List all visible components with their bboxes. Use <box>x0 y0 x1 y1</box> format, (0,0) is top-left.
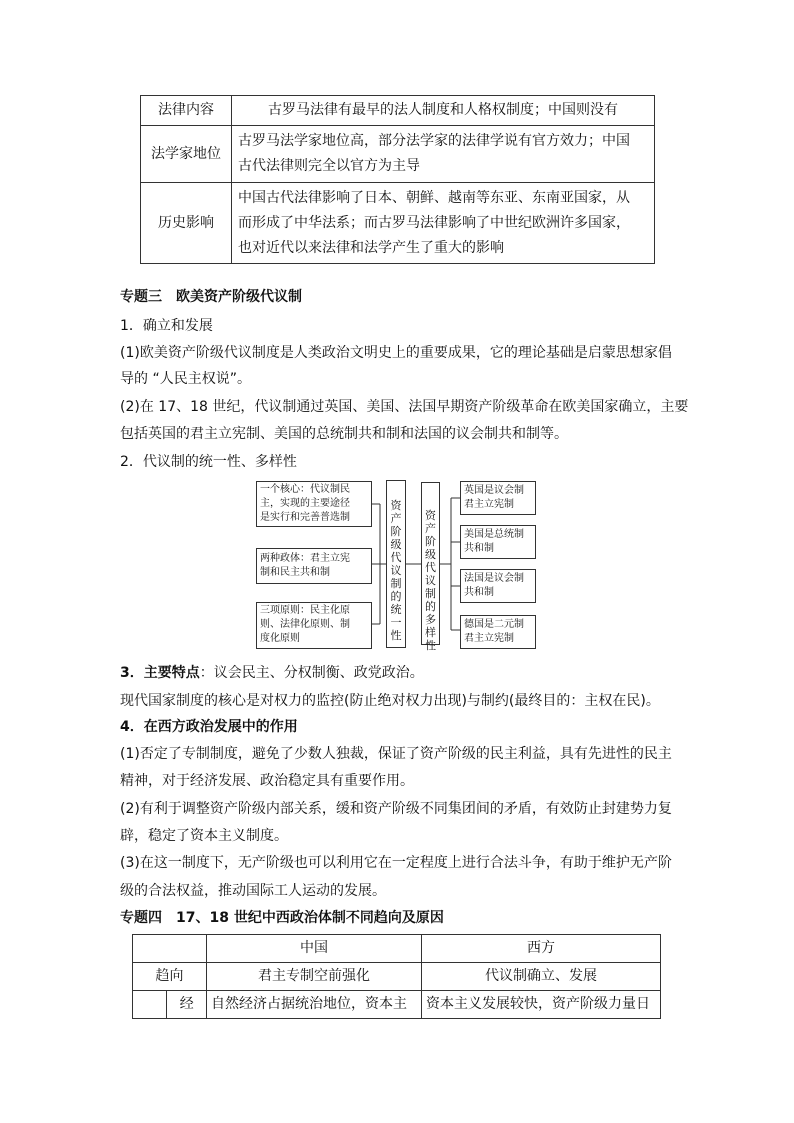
paragraph-line: 精神，对于经济发展、政治稳定具有重要作用。 <box>120 773 414 789</box>
table-cell: 自然经济占据统治地位，资本主 <box>207 991 422 1019</box>
paragraph-line: (2)在 17、18 世纪，代议制通过英国、美国、法国早期资产阶级革命在欧美国家确立，主要 <box>120 399 689 415</box>
table-row <box>133 991 661 1019</box>
box-line: 主，实现的主要途径 <box>260 498 350 509</box>
representative-system-diagram <box>254 478 544 653</box>
subsection-title: 2．代议制的统一性、多样性 <box>120 454 297 470</box>
paragraph-line: (2)有利于调整资产阶级内部关系，缓和资产阶级不同集团间的矛盾，有效防止封建势力复 <box>120 801 672 817</box>
right-box-usa <box>460 525 536 559</box>
box-line: 制和民主共和制 <box>260 567 330 578</box>
center-box-unity <box>386 480 406 648</box>
paragraph-line: 辟，稳定了资本主义制度。 <box>120 828 288 844</box>
row-key: 历史影响 <box>141 183 232 264</box>
center-box-text: 资产阶级代议制的统一性 <box>390 499 402 642</box>
cell-line: 也对近代以来法律和法学产生了重大的影响 <box>238 239 504 256</box>
row-value <box>232 96 655 126</box>
left-box-core <box>256 481 372 527</box>
right-box-france <box>460 569 536 603</box>
subsection-title: 3．主要特点 <box>120 665 200 681</box>
subsection-title: 1．确立和发展 <box>120 318 213 334</box>
table-row <box>141 183 655 264</box>
cell-line: 古代法律则完全以官方为主导 <box>238 158 420 174</box>
subsection-title: 4．在西方政治发展中的作用 <box>120 719 298 735</box>
comparison-table <box>140 95 655 264</box>
row-key: 法学家地位 <box>141 126 232 183</box>
cell-line: 古罗马法律有最早的法人制度和人格权制度；中国则没有 <box>268 102 618 118</box>
paragraph-line: (3)在这一制度下，无产阶级也可以利用它在一定程度上进行合法斗争，有助于维护无产阶 <box>120 855 672 871</box>
row-value <box>232 183 655 264</box>
table-corner-cell <box>133 935 207 963</box>
table-cell: 资本主义发展较快，资产阶级力量日 <box>422 991 661 1019</box>
paragraph-line <box>120 662 424 682</box>
section-heading: 专题三 欧美资产阶级代议制 <box>120 289 302 305</box>
table-row <box>141 96 655 126</box>
box-line: 美国是总统制 <box>464 529 524 540</box>
left-box-polity <box>256 548 372 584</box>
row-label: 趋向 <box>133 963 207 991</box>
paragraph-line: 级的合法权益，推动国际工人运动的发展。 <box>120 883 386 899</box>
paragraph-line: (1)否定了专制制度，避免了少数人独裁，保证了资产阶级的民主利益，具有先进性的民主 <box>120 746 672 762</box>
box-line: 共和制 <box>464 587 494 598</box>
table-row <box>133 963 661 991</box>
right-box-britain <box>460 481 536 515</box>
table-row <box>141 126 655 183</box>
box-line: 法国是议会制 <box>464 573 524 584</box>
paragraph-line: 现代国家制度的核心是对权力的监控(防止绝对权力出现)与制约(最终目的：主权在民)。 <box>120 693 660 709</box>
center-box-text: 资产阶级代议制的多样性 <box>425 509 436 652</box>
paragraph-line: 包括英国的君主立宪制、美国的总统制共和制和法国的议会制共和制等。 <box>120 426 568 442</box>
column-header: 西方 <box>422 935 661 963</box>
paragraph-line: 导的 “人民主权说”。 <box>120 371 251 387</box>
box-line: 君主立宪制 <box>464 633 514 644</box>
box-line: 三项原则：民主化原 <box>260 605 350 616</box>
cell-line: 而形成了中华法系；而古罗马法律影响了中世纪欧洲许多国家， <box>238 214 630 231</box>
right-box-germany <box>460 615 536 649</box>
table-cell: 君主专制空前强化 <box>207 963 422 991</box>
section-heading: 专题四 17、18 世纪中西政治体制不同趋向及原因 <box>120 910 444 926</box>
feature-text: ：议会民主、分权制衡、政党政治。 <box>199 665 424 681</box>
table-row <box>133 935 661 963</box>
box-line: 度化原则 <box>260 633 300 644</box>
row-label: 经 <box>167 991 207 1019</box>
table-cell: 代议制确立、发展 <box>422 963 661 991</box>
column-header: 中国 <box>207 935 422 963</box>
box-line: 共和制 <box>464 543 494 554</box>
box-line: 则、法律化原则、制 <box>260 619 350 630</box>
box-line: 是实行和完善普选制 <box>260 512 350 523</box>
box-line: 一个核心：代议制民 <box>260 484 350 495</box>
box-line: 德国是二元制 <box>464 619 524 630</box>
box-line: 英国是议会制 <box>464 485 524 496</box>
center-box-diversity <box>421 482 440 652</box>
cell-line: 古罗马法学家地位高，部分法学家的法律学说有官方效力；中国 <box>238 133 630 149</box>
box-line: 两种政体：君主立宪 <box>260 553 350 564</box>
china-west-table <box>132 934 661 1019</box>
cell-line: 中国古代法律影响了日本、朝鲜、越南等东亚、东南亚国家，从 <box>238 189 630 206</box>
paragraph-line: (1)欧美资产阶级代议制度是人类政治文明史上的重要成果，它的理论基础是启蒙思想家倡 <box>120 345 672 361</box>
row-key: 法律内容 <box>141 96 232 126</box>
row-group-cell <box>133 991 167 1019</box>
box-line: 君主立宪制 <box>464 499 514 510</box>
row-value <box>232 126 655 183</box>
left-box-principles <box>256 602 372 649</box>
